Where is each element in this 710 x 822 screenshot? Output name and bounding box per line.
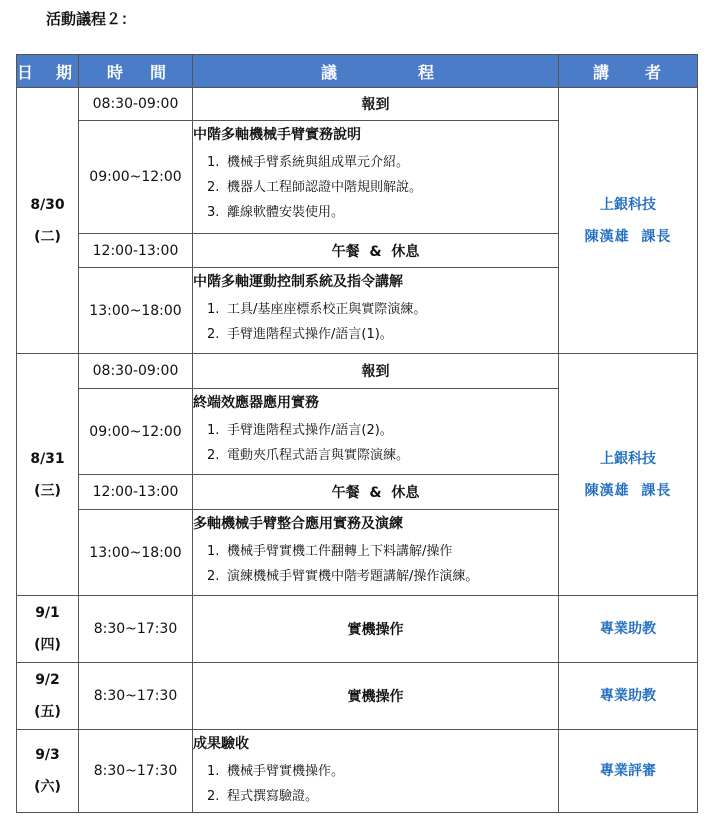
header-speaker: 講 者 xyxy=(559,55,698,88)
table-row xyxy=(17,88,698,121)
list-item: 2. 程式撰寫驗證。 xyxy=(207,789,319,804)
table-row xyxy=(17,354,698,389)
date-cell: 9/3 (六) xyxy=(17,730,79,813)
session-label: 報到 xyxy=(193,88,559,121)
list-item: 2. 機器人工程師認證中階規則解說。 xyxy=(207,180,423,195)
topic-title: 多軸機械手臂整合應用實務及演練 xyxy=(193,516,403,532)
speaker-cell: 專業助教 xyxy=(559,596,698,663)
header-agenda: 議 程 xyxy=(193,55,559,88)
session-label: 實機操作 xyxy=(193,663,559,730)
time-cell: 12:00-13:00 xyxy=(79,234,193,268)
session-label: 午餐 & 休息 xyxy=(193,234,559,268)
time-cell: 08:30-09:00 xyxy=(79,354,193,389)
session-topic xyxy=(193,121,559,234)
date-cell: 9/2 (五) xyxy=(17,663,79,730)
time-cell: 13:00~18:00 xyxy=(79,510,193,596)
time-cell: 09:00~12:00 xyxy=(79,121,193,234)
list-item: 1. 手臂進階程式操作/語言(2)。 xyxy=(207,423,393,438)
speaker-cell: 專業助教 xyxy=(559,663,698,730)
header-date: 日 期 xyxy=(17,55,79,88)
table-row xyxy=(17,663,698,730)
topic-title: 中階多軸機械手臂實務說明 xyxy=(193,127,361,143)
topic-title: 終端效應器應用實務 xyxy=(193,395,319,411)
session-label: 報到 xyxy=(193,354,559,389)
list-item: 2. 演練機械手臂實機中階考題講解/操作演練。 xyxy=(207,569,479,584)
header-time: 時 間 xyxy=(79,55,193,88)
time-cell: 8:30~17:30 xyxy=(79,730,193,813)
time-cell: 12:00-13:00 xyxy=(79,475,193,510)
session-topic xyxy=(193,268,559,354)
speaker-cell: 上銀科技 陳漢雄 課長 xyxy=(559,88,698,354)
session-label: 實機操作 xyxy=(193,596,559,663)
list-item: 2. 電動夾爪程式語言與實際演練。 xyxy=(207,448,410,463)
date-cell: 9/1 (四) xyxy=(17,596,79,663)
session-topic xyxy=(193,510,559,596)
date-cell: 8/31 (三) xyxy=(17,354,79,596)
date-cell: 8/30 (二) xyxy=(17,88,79,354)
session-topic xyxy=(193,730,559,813)
list-item: 1. 機械手臂實機工件翻轉上下料講解/操作 xyxy=(207,544,453,559)
list-item: 2. 手臂進階程式操作/語言(1)。 xyxy=(207,327,393,342)
table-row xyxy=(17,596,698,663)
list-item: 1. 工具/基座座標系校正與實際演練。 xyxy=(207,302,427,317)
session-topic xyxy=(193,389,559,475)
time-cell: 8:30~17:30 xyxy=(79,596,193,663)
time-cell: 08:30-09:00 xyxy=(79,88,193,121)
list-item: 1. 機械手臂系統與組成單元介紹。 xyxy=(207,155,410,170)
list-item: 1. 機械手臂實機操作。 xyxy=(207,764,345,779)
agenda-table xyxy=(16,54,698,813)
header-row xyxy=(17,55,698,88)
speaker-cell: 上銀科技 陳漢雄 課長 xyxy=(559,354,698,596)
speaker-cell: 專業評審 xyxy=(559,730,698,813)
topic-title: 中階多軸運動控制系統及指令講解 xyxy=(193,274,403,290)
table-row xyxy=(17,730,698,813)
page-title: 活動議程２： xyxy=(46,10,137,28)
time-cell: 8:30~17:30 xyxy=(79,663,193,730)
list-item: 3. 離線軟體安裝使用。 xyxy=(207,205,345,220)
time-cell: 13:00~18:00 xyxy=(79,268,193,354)
topic-title: 成果驗收 xyxy=(193,736,249,752)
session-label: 午餐 & 休息 xyxy=(193,475,559,510)
time-cell: 09:00~12:00 xyxy=(79,389,193,475)
